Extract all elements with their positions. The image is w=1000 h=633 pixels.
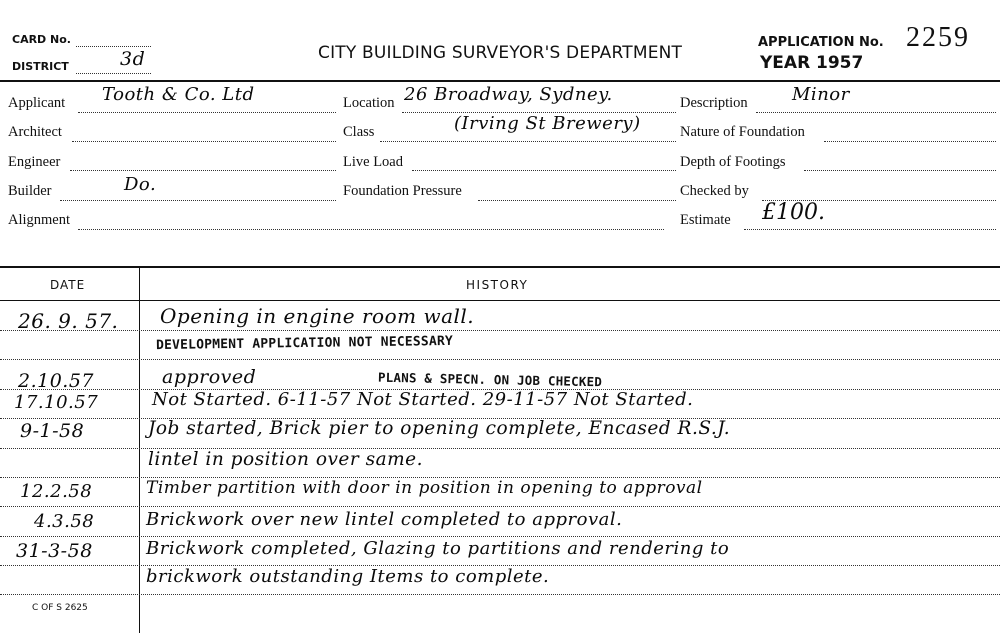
- history-entry: Timber partition with door in position in opening to approval: [146, 478, 703, 498]
- application-no-label: APPLICATION No.: [758, 35, 884, 50]
- history-date: 26. 9. 57.: [18, 309, 119, 333]
- architect-line: [72, 141, 336, 142]
- description-value: Minor: [792, 84, 850, 105]
- district-line: [76, 73, 151, 74]
- architect-label: Architect: [8, 124, 62, 140]
- history-date: 4.3.58: [34, 511, 95, 532]
- date-column-divider: [139, 267, 140, 633]
- department-title: CITY BUILDING SURVEYOR'S DEPARTMENT: [318, 43, 683, 63]
- history-date: 9-1-58: [20, 420, 85, 442]
- nature-line: [824, 141, 996, 142]
- estimate-line: [744, 229, 996, 230]
- history-date: 12.2.58: [20, 481, 93, 502]
- history-entry: Brickwork completed, Glazing to partitions and rendering to: [146, 538, 730, 559]
- year-label: YEAR: [760, 53, 811, 73]
- applicant-line: [78, 112, 336, 113]
- history-rule: [0, 506, 1000, 507]
- card-no-line: [76, 46, 151, 47]
- depth-line: [804, 170, 996, 171]
- foundation-pressure-line: [478, 200, 676, 201]
- applicant-value: Tooth & Co. Ltd: [102, 84, 255, 105]
- district-value: 3d: [120, 48, 146, 70]
- alignment-label: Alignment: [8, 212, 71, 228]
- nature-of-foundation-label: Nature of Foundation: [680, 124, 805, 140]
- alignment-line: [78, 229, 664, 230]
- builder-line: [60, 200, 336, 201]
- builder-label: Builder: [8, 183, 52, 199]
- history-rule: [0, 594, 1000, 595]
- estimate-label: Estimate: [680, 212, 731, 228]
- history-entry: Opening in engine room wall.: [160, 304, 475, 328]
- description-line: [756, 112, 996, 113]
- live-load-label: Live Load: [343, 154, 403, 170]
- history-entry: Not Started. 6-11-57 Not Started. 29-11-57 Not Started.: [152, 389, 694, 410]
- class-line: [380, 141, 676, 142]
- class-label: Class: [343, 124, 375, 140]
- history-top-rule: [0, 266, 1000, 268]
- history-rule: [0, 330, 1000, 331]
- history-entry: Job started, Brick pier to opening complete, Encased R.S.J.: [148, 418, 731, 439]
- builder-value: Do.: [124, 174, 157, 195]
- applicant-label: Applicant: [8, 95, 66, 111]
- estimate-value: £100.: [762, 200, 825, 225]
- application-no-value: 2259: [906, 22, 970, 53]
- form-code: C OF S 2625: [32, 603, 88, 613]
- description-label: Description: [680, 95, 748, 111]
- year-value: 1957: [816, 53, 864, 73]
- history-entry: lintel in position over same.: [148, 449, 423, 470]
- card-no-label: CARD No.: [12, 33, 71, 46]
- history-header-rule: [0, 300, 1000, 301]
- engineer-label: Engineer: [8, 154, 61, 170]
- history-header: HISTORY: [466, 278, 529, 292]
- location-label: Location: [343, 95, 395, 111]
- class-value: (Irving St Brewery): [454, 113, 641, 134]
- history-rule: [0, 536, 1000, 537]
- history-rule: [0, 359, 1000, 360]
- live-load-line: [412, 170, 676, 171]
- history-date: 17.10.57: [14, 392, 99, 413]
- foundation-pressure-label: Foundation Pressure: [343, 183, 462, 199]
- plans-checked-stamp: PLANS & SPECN. ON JOB CHECKED: [377, 369, 603, 390]
- history-date: 31-3-58: [16, 540, 93, 562]
- depth-of-footings-label: Depth of Footings: [680, 154, 786, 170]
- history-entry: brickwork outstanding Items to complete.: [146, 566, 550, 587]
- development-stamp: DEVELOPMENT APPLICATION NOT NECESSARY: [155, 333, 454, 354]
- header-rule: [0, 80, 1000, 82]
- district-label: DISTRICT: [12, 60, 69, 73]
- date-header: DATE: [50, 278, 86, 292]
- location-value: 26 Broadway, Sydney.: [404, 84, 613, 105]
- history-entry: Brickwork over new lintel completed to approval.: [146, 509, 623, 530]
- history-date: 2.10.57: [18, 370, 95, 392]
- engineer-line: [70, 170, 336, 171]
- checked-by-label: Checked by: [680, 183, 749, 199]
- history-entry: approved: [162, 366, 257, 388]
